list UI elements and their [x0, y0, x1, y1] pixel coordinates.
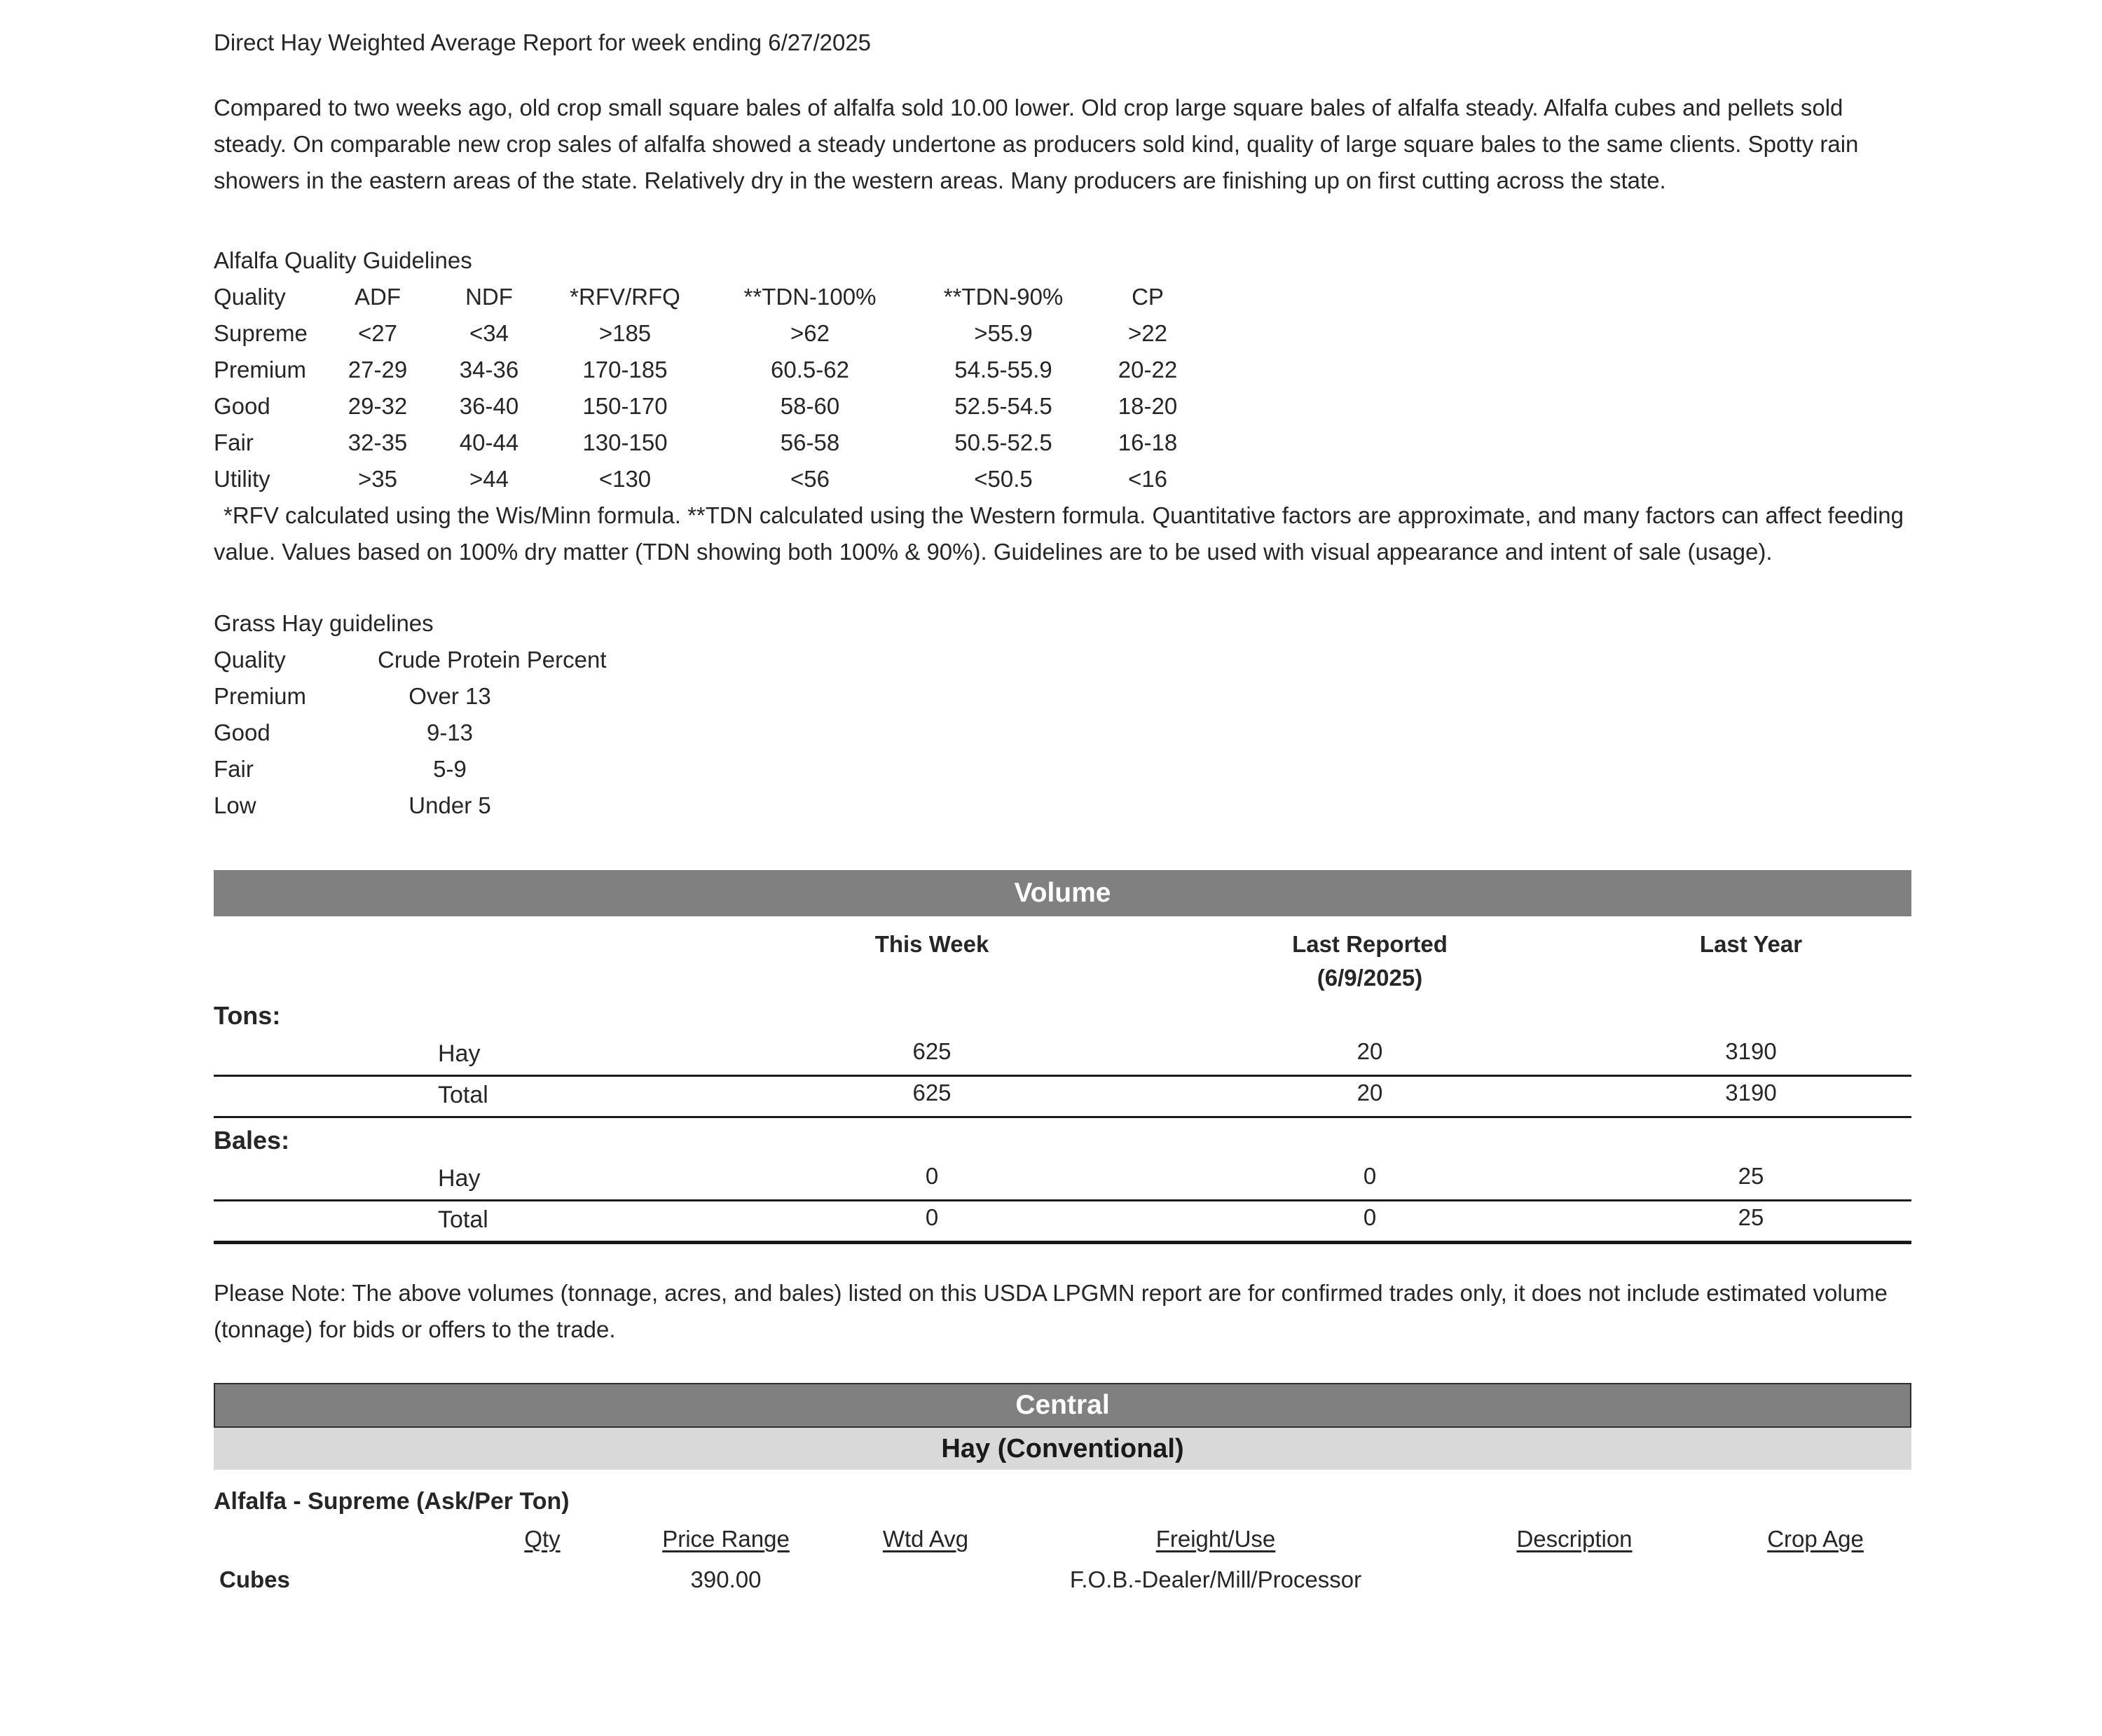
cell-protein: 5-9 [433, 756, 467, 782]
report-title: Direct Hay Weighted Average Report for week ending 6/27/2025 [214, 29, 872, 55]
table-row-bales-hay [214, 1160, 1911, 1201]
central-region-section [214, 1383, 1911, 1600]
grass-guidelines-title: Grass Hay guidelines [214, 610, 434, 636]
cell-tdn100: >62 [790, 320, 830, 346]
col-header-last-year: Last Year [1699, 931, 1803, 957]
cell-tdn100: 60.5-62 [771, 357, 849, 383]
cell-adf: >35 [358, 466, 397, 492]
central-header-bar: Central [214, 1383, 1911, 1428]
cell-this-week: 625 [912, 1038, 952, 1064]
empty-cell [1591, 993, 1911, 1038]
col-header-crude-protein: Crude Protein Percent [378, 647, 607, 673]
row-label: Total [438, 1206, 488, 1233]
col-header-ndf: NDF [465, 284, 513, 310]
empty-cell [715, 1118, 1149, 1163]
cell-rfv: 150-170 [582, 393, 668, 419]
cell-this-week: 625 [912, 1080, 952, 1105]
tons-label: Tons: [214, 1001, 281, 1030]
cell-last-reported: 0 [1363, 1204, 1377, 1230]
table-row-supreme [214, 315, 1911, 352]
grass-header-row [214, 642, 1911, 678]
last-reported-date: (6/9/2025) [1317, 965, 1423, 991]
grass-row-low [214, 787, 1911, 824]
hay-conventional-bar: Hay (Conventional) [214, 1428, 1911, 1470]
cell-quality: Good [214, 719, 270, 745]
row-label: Hay [438, 1165, 481, 1192]
table-row-fair [214, 425, 1911, 461]
table-row-good [214, 388, 1911, 425]
volume-header-bar: Volume [214, 870, 1911, 916]
cell-last-reported: 20 [1356, 1038, 1383, 1064]
col-header-quality: Quality [214, 284, 286, 310]
cell-quality: Fair [214, 756, 254, 782]
empty-cell [214, 926, 715, 993]
table-row-tons-hay [214, 1035, 1911, 1077]
volume-note: Please Note: The above volumes (tonnage, acres, and bales) listed on this USDA LPGMN report are for confirmed trades only, it does not include estimated volume (tonnage) for bids or offers to the trade. [214, 1280, 1888, 1342]
cell-quality: Supreme [214, 320, 308, 346]
col-header-adf: ADF [355, 284, 401, 310]
grass-row-good [214, 715, 1911, 751]
col-header-last-reported [1149, 926, 1591, 993]
row-label: Hay [438, 1040, 481, 1067]
alfalfa-guidelines-title: Alfalfa Quality Guidelines [214, 247, 472, 273]
cell-tdn90: 50.5-52.5 [954, 429, 1052, 455]
empty-cell [1149, 1118, 1591, 1163]
cell-tdn100: <56 [790, 466, 830, 492]
cell-last-reported: 20 [1356, 1080, 1383, 1105]
cell-cp: <16 [1128, 466, 1167, 492]
cell-last-reported: 0 [1363, 1163, 1377, 1189]
col-header-crop-age: Crop Age [1767, 1526, 1864, 1552]
tons-section-row [214, 993, 1911, 1035]
last-reported-label: Last Reported [1292, 931, 1448, 957]
grass-row-premium [214, 678, 1911, 715]
grass-hay-guidelines [214, 605, 1911, 824]
cell-quality: Fair [214, 429, 254, 455]
bales-label: Bales: [214, 1126, 290, 1155]
volume-section [214, 870, 1911, 1348]
cell-tdn100: 56-58 [780, 429, 840, 455]
cell-ndf: 34-36 [459, 357, 519, 383]
row-label: Total [438, 1082, 488, 1108]
table-row-cubes [214, 1559, 1911, 1600]
cell-cp: >22 [1128, 320, 1167, 346]
cell-last-year: 25 [1738, 1163, 1764, 1189]
cell-rfv: 130-150 [582, 429, 668, 455]
col-header-price-range: Price Range [662, 1526, 790, 1552]
col-header-tdn-90: **TDN-90% [943, 284, 1064, 310]
cell-quality: Utility [214, 466, 270, 492]
cell-cp: 18-20 [1118, 393, 1178, 419]
cell-rfv: 170-185 [582, 357, 668, 383]
cell-tdn90: <50.5 [974, 466, 1033, 492]
cell-protein: Under 5 [408, 792, 491, 818]
cell-last-year: 3190 [1725, 1038, 1777, 1064]
table-row-utility [214, 461, 1911, 497]
cell-adf: 29-32 [348, 393, 408, 419]
central-column-headers [214, 1519, 1911, 1559]
cell-protein: Over 13 [408, 683, 491, 709]
cell-ndf: <34 [469, 320, 509, 346]
col-header-qty: Qty [524, 1526, 561, 1552]
col-header-rfv-rfq: *RFV/RFQ [570, 284, 680, 310]
empty-cell [715, 993, 1149, 1038]
col-header-freight-use: Freight/Use [1155, 1526, 1276, 1552]
volume-table [214, 916, 1911, 1244]
cell-quality: Low [214, 792, 256, 818]
cell-last-year: 3190 [1725, 1080, 1777, 1105]
cell-quality: Good [214, 393, 270, 419]
col-header-quality: Quality [214, 647, 286, 673]
cell-tdn90: 54.5-55.9 [954, 357, 1052, 383]
col-header-description: Description [1516, 1526, 1633, 1552]
empty-cell [1591, 1118, 1911, 1163]
guidelines-footnote: *RFV calculated using the Wis/Minn formula. **TDN calculated using the Western formula. Quantitative factors are approximate, and many factors can affect feeding value. Values based on 100% dry matter (TDN showing both 100% & 90%). Guidelines are to be used with visual appearance and intent of sale (usage). [214, 502, 1904, 565]
cell-quality: Premium [214, 683, 307, 709]
cell-quality: Premium [214, 357, 307, 383]
col-header-cp: CP [1132, 284, 1164, 310]
cell-type: Cubes [219, 1566, 290, 1592]
col-header-wtd-avg: Wtd Avg [882, 1526, 969, 1552]
alfalfa-guidelines-header-row [214, 279, 1911, 315]
commodity-title: Alfalfa - Supreme (Ask/Per Ton) [214, 1488, 570, 1515]
cell-adf: 32-35 [348, 429, 408, 455]
cell-price-range: 390.00 [690, 1566, 762, 1592]
alfalfa-quality-guidelines [214, 242, 1911, 570]
col-header-this-week: This Week [874, 931, 989, 957]
cell-rfv: >185 [598, 320, 652, 346]
cell-last-year: 25 [1738, 1204, 1764, 1230]
cell-ndf: >44 [469, 466, 509, 492]
table-row-tons-total [214, 1077, 1911, 1118]
cell-adf: <27 [358, 320, 397, 346]
cell-freight-use: F.O.B.-Dealer/Mill/Processor [1069, 1566, 1362, 1592]
cell-tdn90: >55.9 [974, 320, 1033, 346]
cell-cp: 16-18 [1118, 429, 1178, 455]
cell-adf: 27-29 [348, 357, 408, 383]
bales-section-row [214, 1118, 1911, 1160]
cell-rfv: <130 [598, 466, 652, 492]
cell-cp: 20-22 [1118, 357, 1178, 383]
cell-tdn90: 52.5-54.5 [954, 393, 1052, 419]
cell-this-week: 0 [925, 1163, 939, 1189]
empty-cell [1149, 993, 1591, 1038]
cell-protein: 9-13 [426, 719, 474, 745]
grass-row-fair [214, 751, 1911, 787]
table-row-premium [214, 352, 1911, 388]
cell-ndf: 40-44 [459, 429, 519, 455]
market-narrative: Compared to two weeks ago, old crop small square bales of alfalfa sold 10.00 lower. Old crop large square bales of alfalfa steady. Alfalfa cubes and pellets sold steady. On comparable new crop sales of alfalfa showed a steady undertone as producers sold kind, quality of large square bales to the same clients. Spotty rain showers in the eastern areas of the state. Relatively dry in the western areas. Many producers are finishing up on first cutting across the state. [214, 95, 1859, 193]
table-row-bales-total [214, 1201, 1911, 1244]
cell-this-week: 0 [925, 1204, 939, 1230]
col-header-tdn-100: **TDN-100% [743, 284, 877, 310]
cell-tdn100: 58-60 [780, 393, 840, 419]
volume-column-headers [214, 916, 1911, 993]
cell-ndf: 36-40 [459, 393, 519, 419]
